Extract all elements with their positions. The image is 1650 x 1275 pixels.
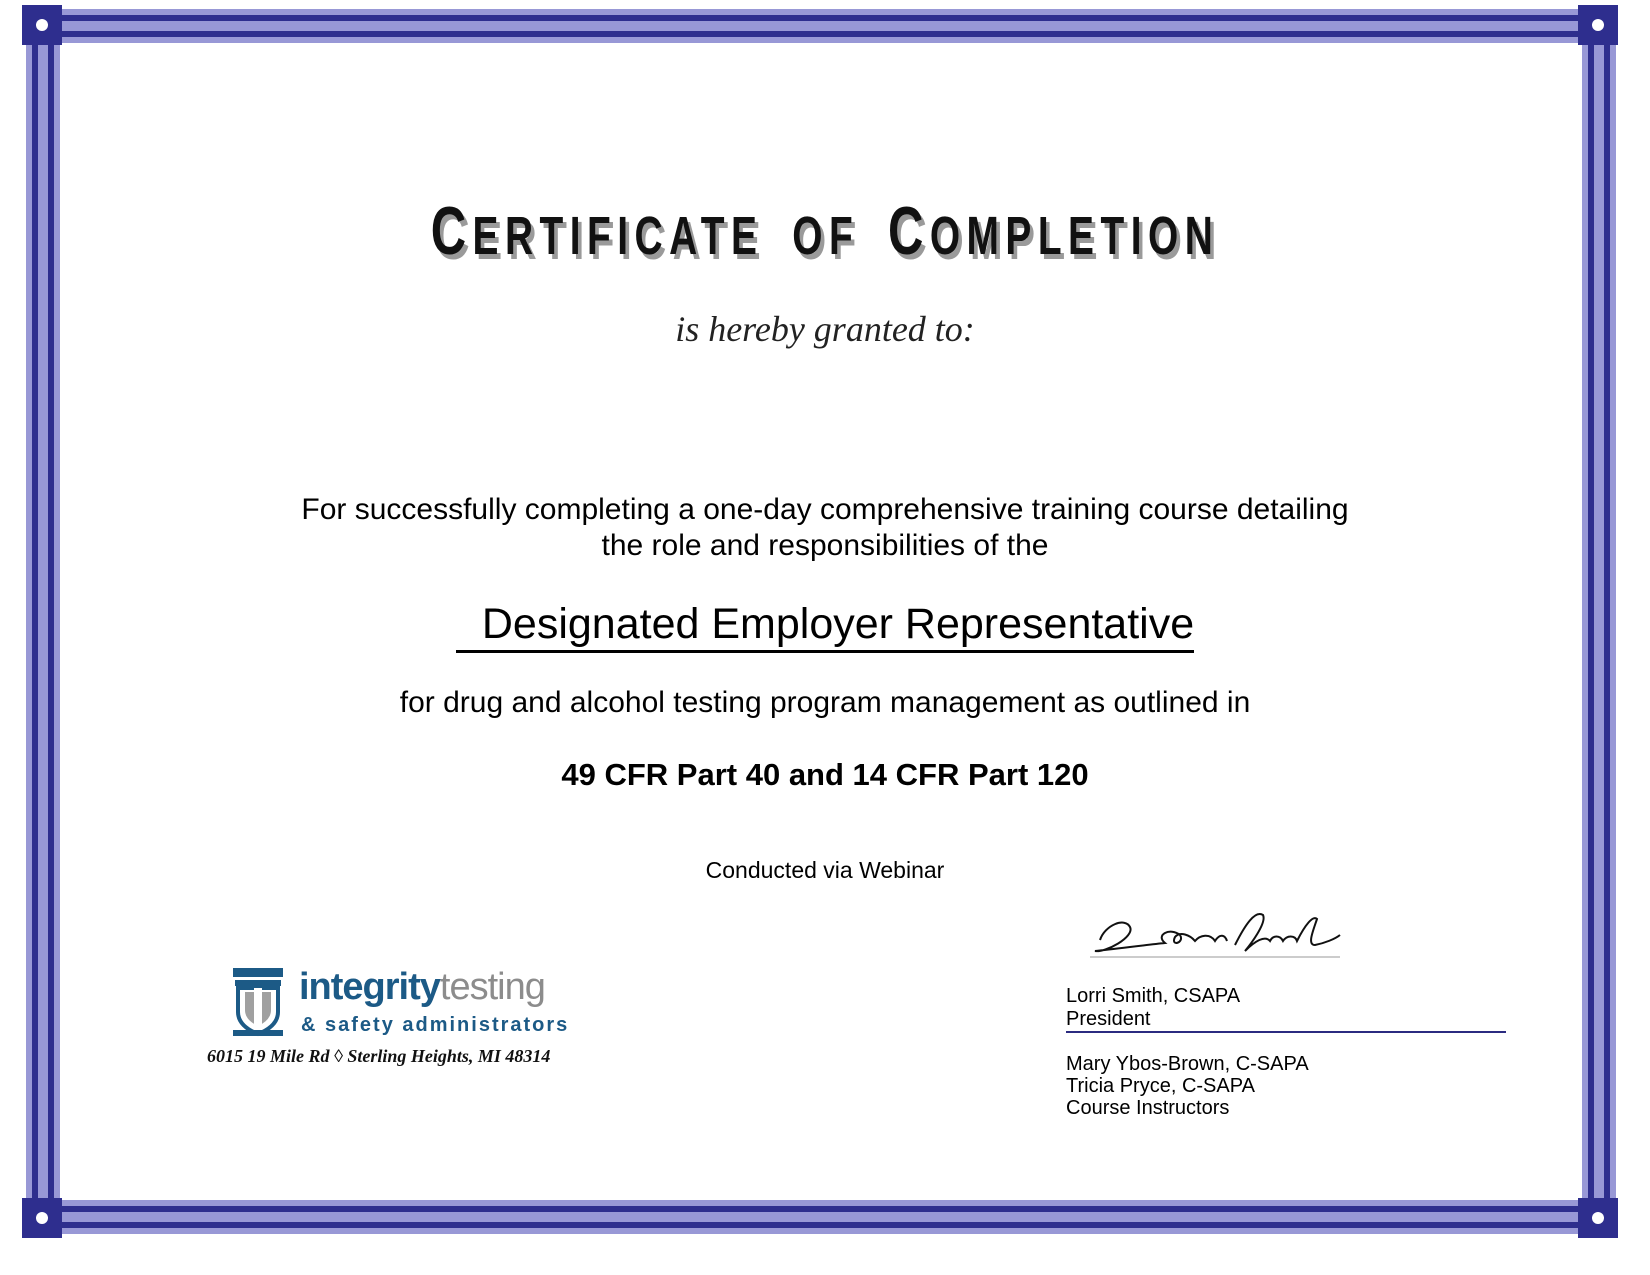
title-word-certificate: ERTIFICATE: [472, 206, 764, 266]
corner-br: [1578, 1198, 1618, 1238]
logo-brand-integrity: integrity: [299, 966, 440, 1008]
body-line-2: the role and responsibilities of the: [601, 529, 1049, 562]
title-cap-c1: C: [430, 193, 473, 269]
webinar-text: Conducted via Webinar: [705, 857, 945, 883]
corner-tl: [22, 5, 62, 45]
signer-block: [1066, 985, 1506, 1033]
program-text: for drug and alcohol testing program management as outlined in: [399, 686, 1251, 719]
logo-subtitle: & safety administrators: [301, 1014, 570, 1036]
company-logo: [233, 966, 653, 1046]
instructor-1: Mary Ybos-Brown, C-SAPA: [1066, 1053, 1309, 1075]
body-text: [0, 492, 1650, 564]
corner-tr: [1578, 5, 1618, 45]
title-word-of: OF: [792, 206, 860, 266]
corner-bl: [22, 1198, 62, 1238]
body-line-1: For successfully completing a one-day comprehensive training course detailing: [301, 493, 1349, 526]
signer-name: Lorri Smith, CSAPA: [1066, 985, 1241, 1007]
instructors-label: Course Instructors: [1066, 1097, 1230, 1119]
signature-image: [1085, 905, 1345, 965]
signer-title: President: [1066, 1008, 1151, 1030]
instructors-block: [1066, 1053, 1309, 1119]
title-word-completion: OMPLETION: [929, 206, 1220, 266]
logo-wordmark: [299, 966, 545, 1009]
logo-brand-testing: testing: [439, 966, 545, 1008]
role-text: Designated Employer Representative: [456, 600, 1194, 653]
shield-logo-icon: [233, 968, 283, 1038]
regulation-text: 49 CFR Part 40 and 14 CFR Part 120: [561, 757, 1089, 792]
granted-text: is hereby granted to:: [675, 309, 975, 349]
title-cap-c2: C: [887, 193, 930, 269]
role-heading: [0, 600, 1650, 649]
instructor-2: Tricia Pryce, C-SAPA: [1066, 1075, 1255, 1097]
company-address: 6015 19 Mile Rd ◊ Sterling Heights, MI 48314: [207, 1046, 551, 1066]
certificate-title: [231, 192, 1419, 270]
